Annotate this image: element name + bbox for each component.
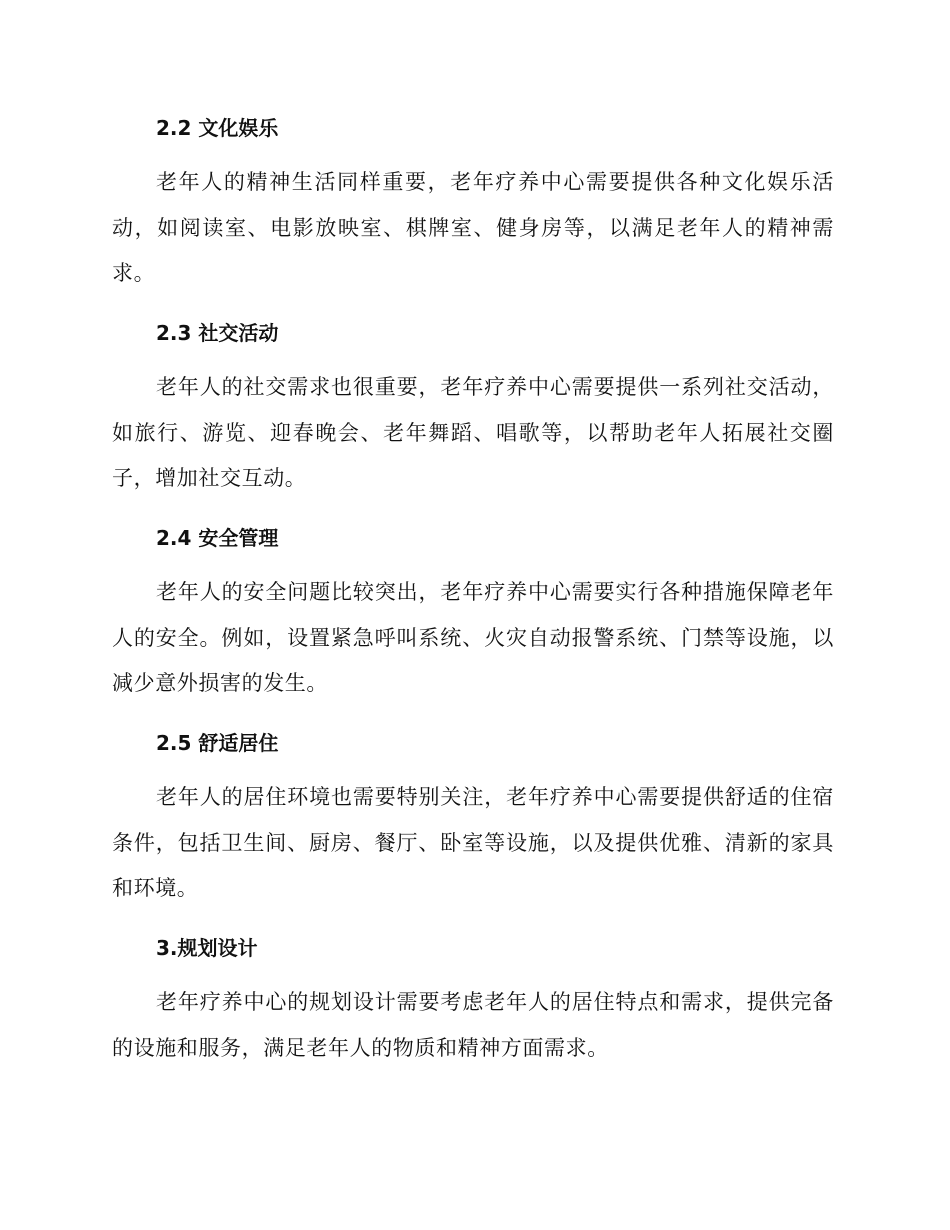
section-heading: 3.规划设计: [156, 936, 258, 960]
section-heading: 2.4 安全管理: [156, 526, 279, 550]
section-heading: 2.2 文化娱乐: [156, 116, 279, 140]
section-paragraph: 老年疗养中心的规划设计需要考虑老年人的居住特点和需求，提供完备的设施和服务，满足老年人的物质和精神方面需求。: [112, 990, 834, 1060]
section-heading: 2.5 舒适居住: [156, 731, 279, 755]
section-paragraph: 老年人的社交需求也很重要，老年疗养中心需要提供一系列社交活动，如旅行、游览、迎春晚会、老年舞蹈、唱歌等，以帮助老年人拓展社交圈子，增加社交互动。: [112, 375, 834, 490]
section-heading: 2.3 社交活动: [156, 321, 279, 345]
section-paragraph: 老年人的精神生活同样重要，老年疗养中心需要提供各种文化娱乐活动，如阅读室、电影放映室、棋牌室、健身房等，以满足老年人的精神需求。: [112, 170, 834, 285]
section-paragraph: 老年人的安全问题比较突出，老年疗养中心需要实行各种措施保障老年人的安全。例如，设置紧急呼叫系统、火灾自动报警系统、门禁等设施，以减少意外损害的发生。: [112, 580, 834, 695]
section-paragraph: 老年人的居住环境也需要特别关注，老年疗养中心需要提供舒适的住宿条件，包括卫生间、厨房、餐厅、卧室等设施，以及提供优雅、清新的家具和环境。: [112, 785, 834, 900]
